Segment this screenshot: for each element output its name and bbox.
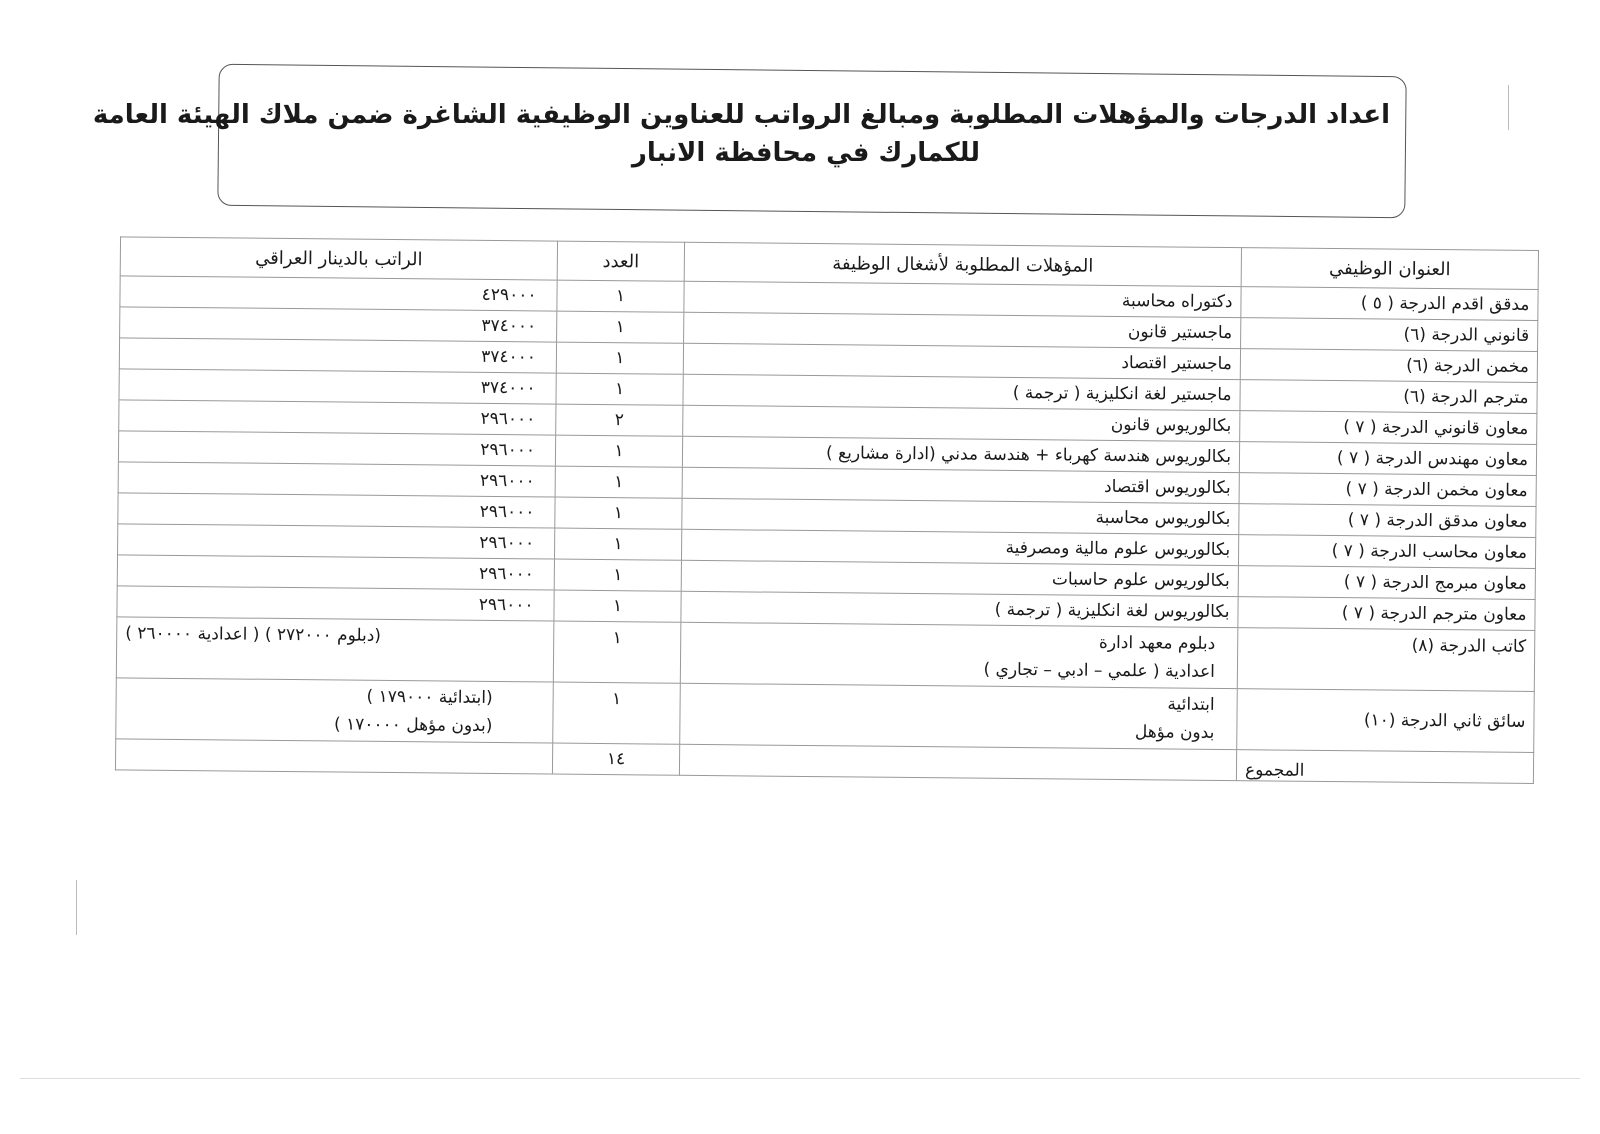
cell-salary: ٢٩٦٠٠٠ [119,400,556,435]
cell-count: ١ [556,342,683,374]
cell-empty [679,744,1236,780]
cell-count: ١ [557,280,684,312]
document-title-line-1: اعداد الدرجات والمؤهلات المطلوبة ومبالغ الرواتب للعناوين الوظيفية الشاغرة ضمن ملاك الهيئة العامة [92,100,1390,130]
cell-total-count: ١٤ [552,743,679,775]
header-job-title: العنوان الوظيفي [1241,248,1538,290]
cell-count: ١ [554,590,681,622]
cell-salary: ٢٩٦٠٠٠ [117,586,554,621]
cell-count: ١ [555,435,682,467]
scan-mark [76,880,77,935]
cell-count: ١ [557,311,684,343]
cell-count: ١ [555,466,682,498]
scan-mark [1508,85,1509,130]
scan-edge-line [20,1078,1580,1079]
cell-salary: (دبلوم ٢٧٢٠٠٠ ) ( اعدادية ٢٦٠٠٠٠ ) [116,617,554,682]
cell-count: ١ [555,497,682,529]
header-qualification: المؤهلات المطلوبة لأشغال الوظيفة [684,242,1241,286]
cell-job-title: مخمن الدرجة (٦) [1240,349,1537,383]
cell-job-title: مدقق اقدم الدرجة ( ٥ ) [1241,287,1538,321]
document-title-line-2: للكمارك في محافظة الانبار [631,138,980,168]
cell-qualification: بكالوريوس لغة انكليزية ( ترجمة ) [681,591,1238,627]
cell-job-title: معاون مترجم الدرجة ( ٧ ) [1238,597,1535,631]
qualification-line: دبلوم معهد ادارة [1098,632,1216,654]
cell-empty [115,739,552,774]
cell-qualification: بكالوريوس هندسة كهرباء + هندسة مدني (ادارة مشاريع ) [682,436,1239,472]
cell-job-title: معاون مهندس الدرجة ( ٧ ) [1239,442,1536,476]
cell-qualification: ماجستير اقتصاد [683,343,1240,379]
cell-job-title: قانوني الدرجة (٦) [1241,318,1538,352]
cell-count: ٢ [556,404,683,436]
cell-qualification: بكالوريوس محاسبة [682,498,1239,534]
header-count: العدد [557,241,684,281]
header-salary: الراتب بالدينار العراقي [120,237,557,280]
cell-job-title: معاون مبرمج الدرجة ( ٧ ) [1238,566,1535,600]
cell-qualification [680,622,1238,688]
cell-qualification: بكالوريوس علوم حاسبات [681,560,1238,596]
cell-job-title: معاون مخمن الدرجة ( ٧ ) [1239,473,1536,507]
salary-line: (بدون مؤهل ١٧٠٠٠٠ ) [333,714,493,736]
cell-qualification: بكالوريوس اقتصاد [682,467,1239,503]
qualification-line: ابتدائية [1167,694,1215,715]
cell-count: ١ [554,559,681,591]
salary-line: (ابتدائية ١٧٩٠٠٠ ) [366,686,493,708]
cell-salary: ٢٩٦٠٠٠ [118,493,555,528]
cell-count: ١ [553,621,681,683]
cell-count: ١ [556,373,683,405]
cell-qualification: ماجستير قانون [684,312,1241,348]
cell-salary: ٣٧٤٠٠٠ [119,369,556,404]
cell-salary: ٢٩٦٠٠٠ [117,555,554,590]
cell-job-title: مترجم الدرجة (٦) [1240,380,1537,414]
cell-salary: ٢٩٦٠٠٠ [118,524,555,559]
qualification-line: اعدادية ( علمي – ادبي – تجاري ) [983,659,1216,682]
cell-qualification: بكالوريوس قانون [683,405,1240,441]
cell-job-title: معاون مدقق الدرجة ( ٧ ) [1239,504,1536,538]
cell-salary: ٣٧٤٠٠٠ [120,307,557,342]
cell-salary: ٢٩٦٠٠٠ [118,462,555,497]
cell-qualification [680,683,1238,749]
cell-job-title: معاون محاسب الدرجة ( ٧ ) [1238,535,1535,569]
cell-qualification: دكتوراه محاسبة [684,281,1241,317]
qualification-line: بدون مؤهل [1134,722,1215,743]
cell-count: ١ [554,528,681,560]
cell-qualification: بكالوريوس علوم مالية ومصرفية [681,529,1238,565]
cell-job-title: معاون قانوني الدرجة ( ٧ ) [1240,411,1537,445]
cell-qualification: ماجستير لغة انكليزية ( ترجمة ) [683,374,1240,410]
cell-job-title: سائق ثاني الدرجة (١٠) [1237,689,1535,753]
cell-salary: ٤٢٩٠٠٠ [120,276,557,311]
cell-count: ١ [553,682,681,744]
cell-salary: ٢٩٦٠٠٠ [118,431,555,466]
cell-job-title: كاتب الدرجة (٨) [1237,628,1535,692]
cell-salary [116,678,554,743]
cell-total-label: المجموع [1236,750,1533,784]
cell-salary: ٣٧٤٠٠٠ [119,338,556,373]
vacancies-table [115,236,1539,784]
